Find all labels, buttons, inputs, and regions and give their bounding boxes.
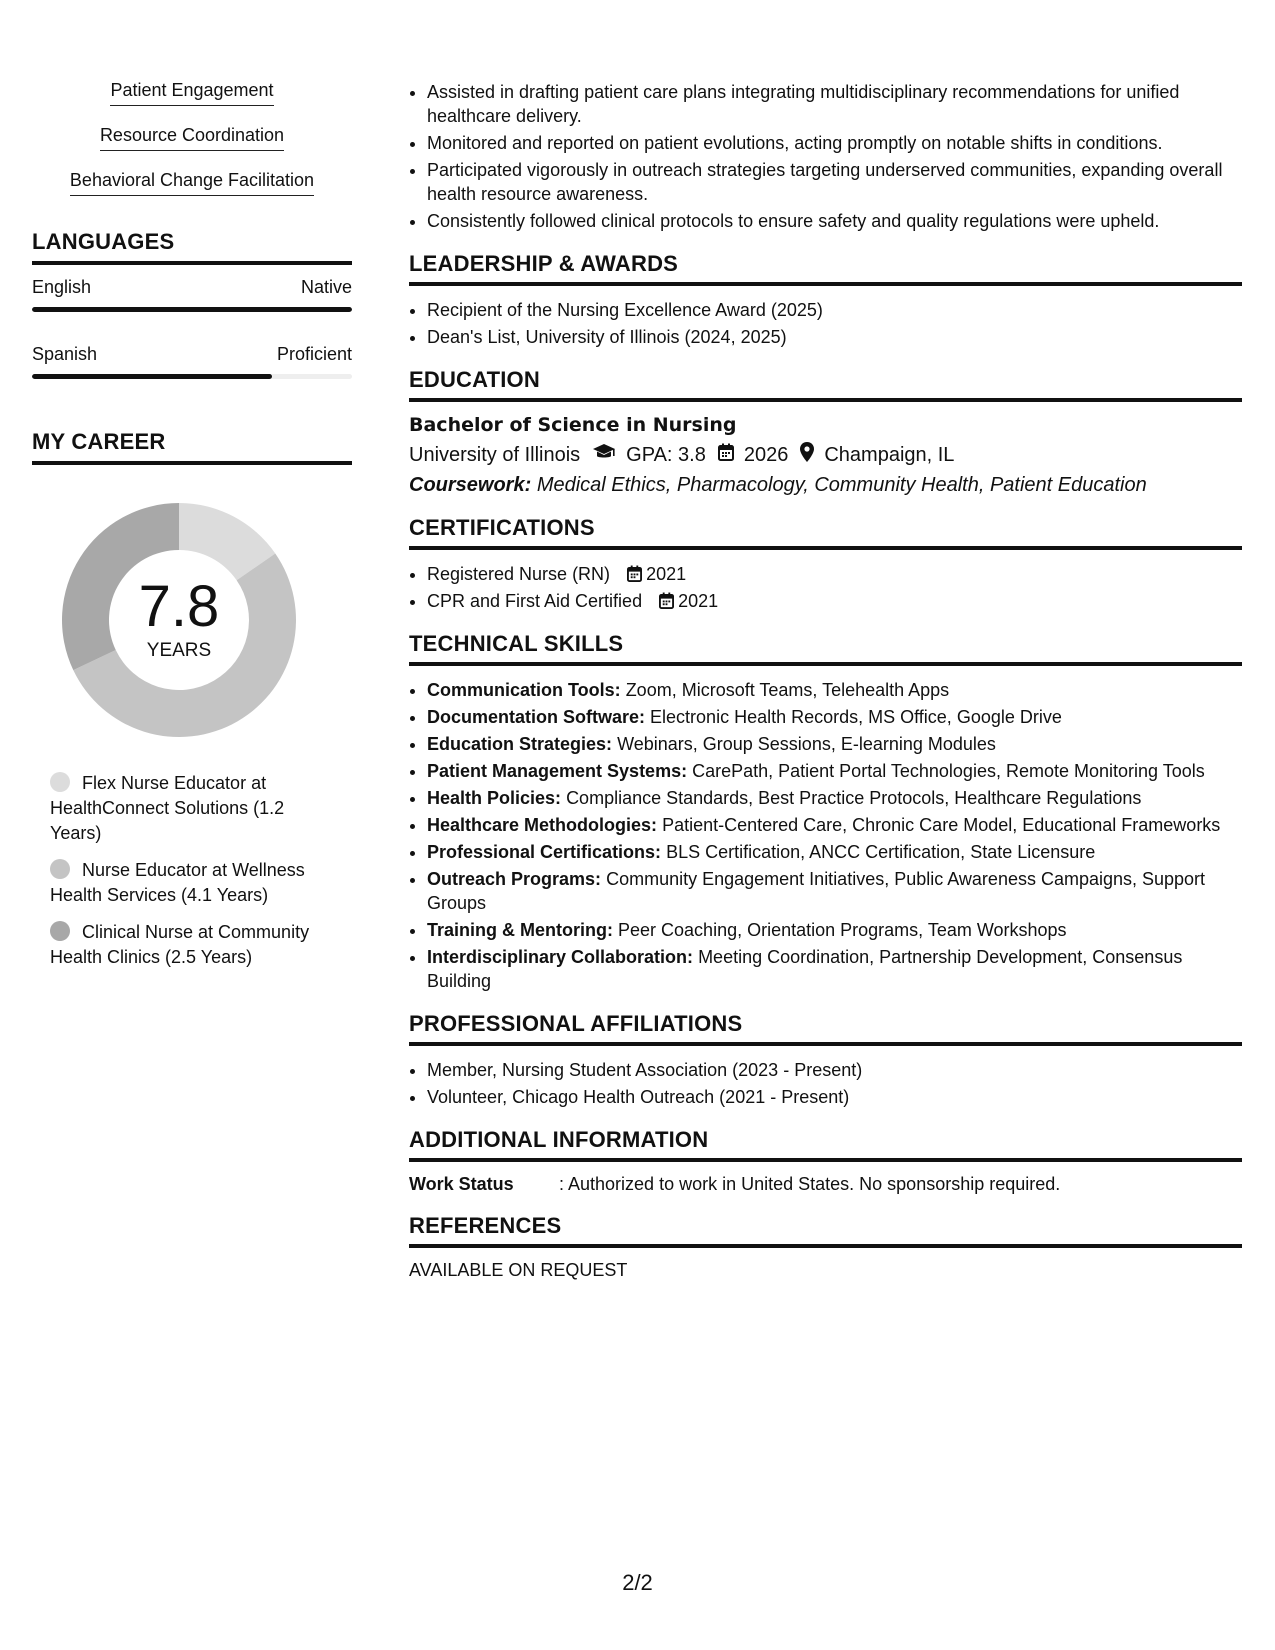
skill-label: Training & Mentoring: xyxy=(427,920,613,940)
skills-list xyxy=(32,80,352,199)
list-item xyxy=(427,705,1242,729)
section-heading: EDUCATION xyxy=(409,367,1242,402)
certification-name: Registered Nurse (RN) xyxy=(427,564,611,584)
page-number: 2/2 xyxy=(622,1570,653,1595)
list-item xyxy=(427,732,1242,756)
skill-label: Interdisciplinary Collaboration: xyxy=(427,947,694,967)
skill-label: Outreach Programs: xyxy=(427,869,602,889)
skill-label: Documentation Software: xyxy=(427,707,646,727)
list-item xyxy=(427,813,1242,837)
language-proficiency-bar xyxy=(32,374,352,379)
work-status-value: : Authorized to work in United States. No sponsorship required. xyxy=(559,1174,1061,1194)
certification-year: 2021 xyxy=(646,564,687,584)
language-level: Proficient xyxy=(276,344,352,364)
list-item xyxy=(427,945,1242,993)
skill-value: Webinars, Group Sessions, E-learning Modules xyxy=(617,734,996,754)
school-location: Champaign, IL xyxy=(824,443,955,466)
skill-label: Healthcare Methodologies: xyxy=(427,815,658,835)
certification-name: CPR and First Aid Certified xyxy=(427,591,643,611)
section-heading: ADDITIONAL INFORMATION xyxy=(409,1127,1242,1162)
career-donut-chart xyxy=(54,495,304,745)
graduation-cap-icon xyxy=(592,443,616,467)
section-heading: REFERENCES xyxy=(409,1213,1242,1248)
list-item: • Member, Nursing Student Association (2023 - Present) xyxy=(427,1058,1242,1082)
leadership-section xyxy=(409,251,1242,349)
skill-value: CarePath, Patient Portal Technologies, Remote Monitoring Tools xyxy=(692,761,1205,781)
section-heading: CERTIFICATIONS xyxy=(409,515,1242,550)
skill-value: BLS Certification, ANCC Certification, State Licensure xyxy=(666,842,1096,862)
right-column xyxy=(409,80,1242,1299)
legend-item: Flex Nurse Educator at HealthConnect Solutions (1.2 Years) xyxy=(50,773,285,843)
career-total-unit: YEARS xyxy=(146,640,212,661)
skill-value: Peer Coaching, Orientation Programs, Team Workshops xyxy=(618,920,1067,940)
coursework-label: Coursework: xyxy=(409,474,532,496)
language-item xyxy=(32,344,352,379)
certification-year: 2021 xyxy=(678,591,719,611)
section-heading: PROFESSIONAL AFFILIATIONS xyxy=(409,1011,1242,1046)
language-level: Native xyxy=(300,277,352,297)
list-item xyxy=(427,786,1242,810)
donut-center xyxy=(54,495,304,745)
legend-swatch xyxy=(50,772,70,792)
graduation-year: 2026 xyxy=(743,443,789,466)
language-name: English xyxy=(32,277,92,297)
skill-label: Health Policies: xyxy=(427,788,562,808)
section-heading: LEADERSHIP & AWARDS xyxy=(409,251,1242,286)
skill-label: Communication Tools: xyxy=(427,680,621,700)
school-name: University of Illinois xyxy=(409,443,581,466)
skill-tag: Patient Engagement xyxy=(32,80,352,109)
legend-swatch xyxy=(50,859,70,879)
career-total-years: 7.8 xyxy=(138,574,220,639)
legend-swatch xyxy=(50,921,70,941)
coursework xyxy=(409,474,1242,497)
location-pin-icon xyxy=(800,442,814,468)
list-item xyxy=(427,918,1242,942)
skill-value: Electronic Health Records, MS Office, Google Drive xyxy=(650,707,1062,727)
list-item xyxy=(427,759,1242,783)
work-status-label: Work Status xyxy=(409,1174,514,1194)
gpa: GPA: 3.8 xyxy=(626,443,706,466)
calendar-icon xyxy=(659,592,674,609)
calendar-icon xyxy=(718,443,734,467)
coursework-list: Medical Ethics, Pharmacology, Community Health, Patient Education xyxy=(536,474,1147,496)
languages-section xyxy=(32,229,352,379)
languages-heading: LANGUAGES xyxy=(32,229,352,265)
skill-value: Community Engagement Initiatives, Public Awareness Campaigns, Support Groups xyxy=(427,869,1206,913)
list-item: • Volunteer, Chicago Health Outreach (2021 - Present) xyxy=(427,1085,1242,1109)
skill-value: Zoom, Microsoft Teams, Telehealth Apps xyxy=(625,680,950,700)
career-legend xyxy=(50,771,340,970)
list-item xyxy=(427,867,1242,915)
skill-label: Education Strategies: xyxy=(427,734,613,754)
section-heading: TECHNICAL SKILLS xyxy=(409,631,1242,666)
references-text: AVAILABLE ON REQUEST xyxy=(409,1260,628,1280)
list-item: • Consistently followed clinical protocols to ensure safety and quality regulations were upheld. xyxy=(427,209,1242,233)
skill-tag: Behavioral Change Facilitation xyxy=(32,170,352,199)
skill-value: Patient-Centered Care, Chronic Care Model, Educational Frameworks xyxy=(662,815,1221,835)
language-proficiency-fill xyxy=(32,307,352,312)
list-item: • Recipient of the Nursing Excellence Award (2025) xyxy=(427,298,1242,322)
references-section xyxy=(409,1213,1242,1281)
skill-label: Patient Management Systems: xyxy=(427,761,688,781)
skill-value: Compliance Standards, Best Practice Protocols, Healthcare Regulations xyxy=(566,788,1142,808)
affiliations-section xyxy=(409,1011,1242,1109)
calendar-icon xyxy=(627,565,642,582)
list-item xyxy=(427,840,1242,864)
legend-item: Nurse Educator at Wellness Health Services (4.1 Years) xyxy=(50,860,305,905)
career-heading: MY CAREER xyxy=(32,429,352,465)
list-item: • Participated vigorously in outreach strategies targeting underserved communities, expanding overall health resource awareness. xyxy=(427,158,1242,206)
list-item: • Monitored and reported on patient evolutions, acting promptly on notable shifts in conditions. xyxy=(427,131,1242,155)
language-name: Spanish xyxy=(32,344,98,364)
work-status-row xyxy=(409,1174,1242,1195)
list-item: • Assisted in drafting patient care plans integrating multidisciplinary recommendations for unified healthcare delivery. xyxy=(427,80,1242,128)
list-item xyxy=(427,678,1242,702)
skill-tag: Resource Coordination xyxy=(32,125,352,154)
additional-info-section xyxy=(409,1127,1242,1195)
left-column xyxy=(32,80,352,982)
certifications-section xyxy=(409,515,1242,613)
skill-value: Meeting Coordination, Partnership Development, Consensus Building xyxy=(427,947,1183,991)
technical-skills-section xyxy=(409,631,1242,993)
legend-item: Clinical Nurse at Community Health Clinics (2.5 Years) xyxy=(50,922,310,967)
experience-bullets xyxy=(409,80,1242,233)
career-section xyxy=(32,429,352,970)
list-item xyxy=(427,562,1242,586)
education-section xyxy=(409,367,1242,497)
list-item xyxy=(427,589,1242,613)
language-proficiency-fill xyxy=(32,374,272,379)
language-item xyxy=(32,277,352,312)
list-item: • Dean's List, University of Illinois (2024, 2025) xyxy=(427,325,1242,349)
language-proficiency-bar xyxy=(32,307,352,312)
skill-label: Professional Certifications: xyxy=(427,842,662,862)
degree-title: Bachelor of Science in Nursing xyxy=(409,414,737,436)
education-details xyxy=(409,442,1242,468)
